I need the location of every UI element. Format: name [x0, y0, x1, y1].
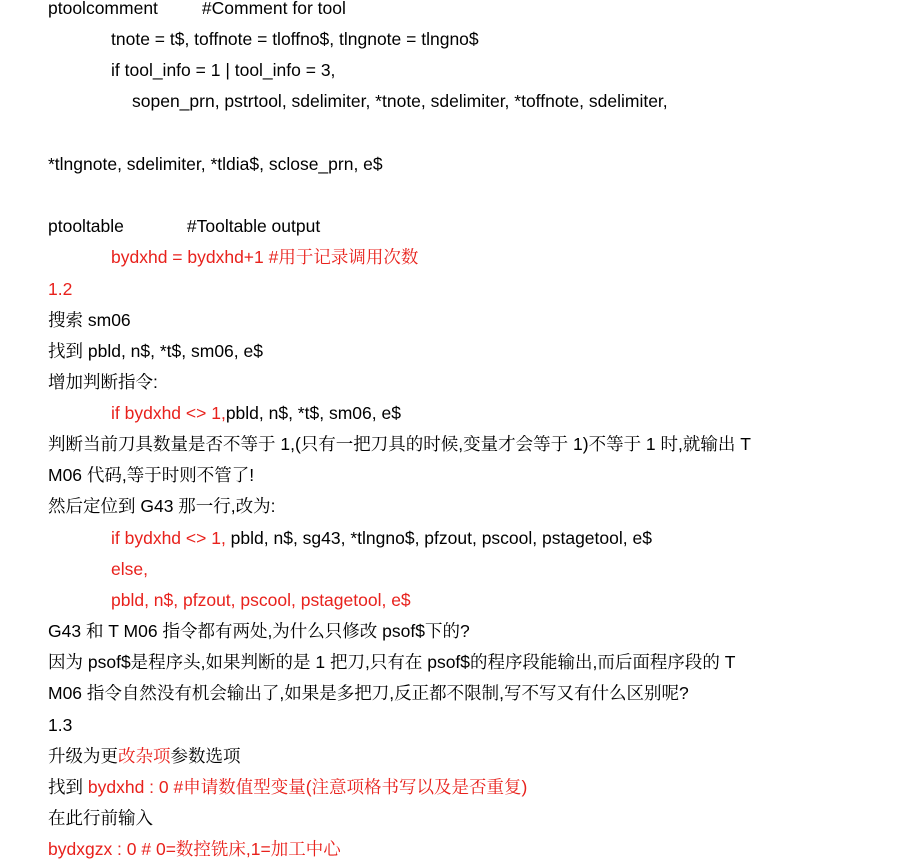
text-highlight: 改杂项 [118, 746, 171, 766]
code-line [48, 0, 346, 20]
text-line: M06 指令自然没有机会输出了,如果是多把刀,反正都不限制,写不写又有什么区别呢? [48, 683, 689, 703]
text-line: 增加判断指令: [48, 372, 158, 392]
section-number: 1.2 [48, 279, 73, 299]
code-line: tnote = t$, toffnote = tloffno$, tlngnote = tlngno$ [111, 29, 479, 49]
code-line-highlight: bydxhd = bydxhd+1 #用于记录调用次数 [111, 247, 419, 267]
code-line: if tool_info = 1 | tool_info = 3, [111, 60, 336, 80]
code-condition: if bydxhd <> 1, [111, 528, 226, 548]
text-line: 判断当前刀具数量是否不等于 1,(只有一把刀具的时候,变量才会等于 1)不等于 1 时,就输出 T [48, 434, 751, 454]
text-segment: 参数选项 [170, 746, 241, 766]
text-line: 搜索 sm06 [48, 310, 131, 330]
text-line [48, 775, 527, 799]
text-line: 因为 psof$是程序头,如果判断的是 1 把刀,只有在 psof$的程序段能输出,而后面程序段的 T [48, 652, 736, 672]
text-line [48, 744, 241, 768]
code-condition: if bydxhd <> 1, [111, 403, 226, 423]
code-line-highlight: else, [111, 559, 148, 579]
code-keyword: ptoolcomment [48, 0, 158, 18]
section-number: 1.3 [48, 715, 73, 735]
code-line-highlight: bydxgzx : 0 # 0=数控铣床,1=加工中心 [48, 839, 341, 859]
text-segment: 升级为更 [48, 746, 118, 766]
code-line [48, 214, 320, 238]
text-highlight: bydxhd : 0 #申请数值型变量(注意项格书写以及是否重复) [87, 777, 528, 797]
text-line: G43 和 T M06 指令都有两处,为什么只修改 psof$下的? [48, 621, 470, 641]
text-line: M06 代码,等于时则不管了! [48, 465, 255, 485]
code-line: *tlngnote, sdelimiter, *tldia$, sclose_prn, e$ [48, 154, 383, 174]
text-line: 然后定位到 G43 那一行,改为: [48, 496, 276, 516]
code-line: sopen_prn, pstrtool, sdelimiter, *tnote, sdelimiter, *toffnote, sdelimiter, [132, 91, 668, 111]
text-line: 在此行前输入 [48, 808, 153, 828]
code-line [111, 401, 401, 425]
code-statement: pbld, n$, *t$, sm06, e$ [225, 403, 401, 423]
code-comment: #Tooltable output [186, 216, 321, 236]
code-statement: pbld, n$, sg43, *tlngno$, pfzout, pscool, pstagetool, e$ [225, 528, 652, 548]
text-line: 找到 pbld, n$, *t$, sm06, e$ [48, 341, 263, 361]
code-line-highlight: pbld, n$, pfzout, pscool, pstagetool, e$ [111, 590, 411, 610]
code-keyword: ptooltable [48, 216, 124, 236]
text-segment: 找到 [48, 777, 88, 797]
code-comment: #Comment for tool [201, 0, 346, 18]
code-line [111, 526, 652, 550]
